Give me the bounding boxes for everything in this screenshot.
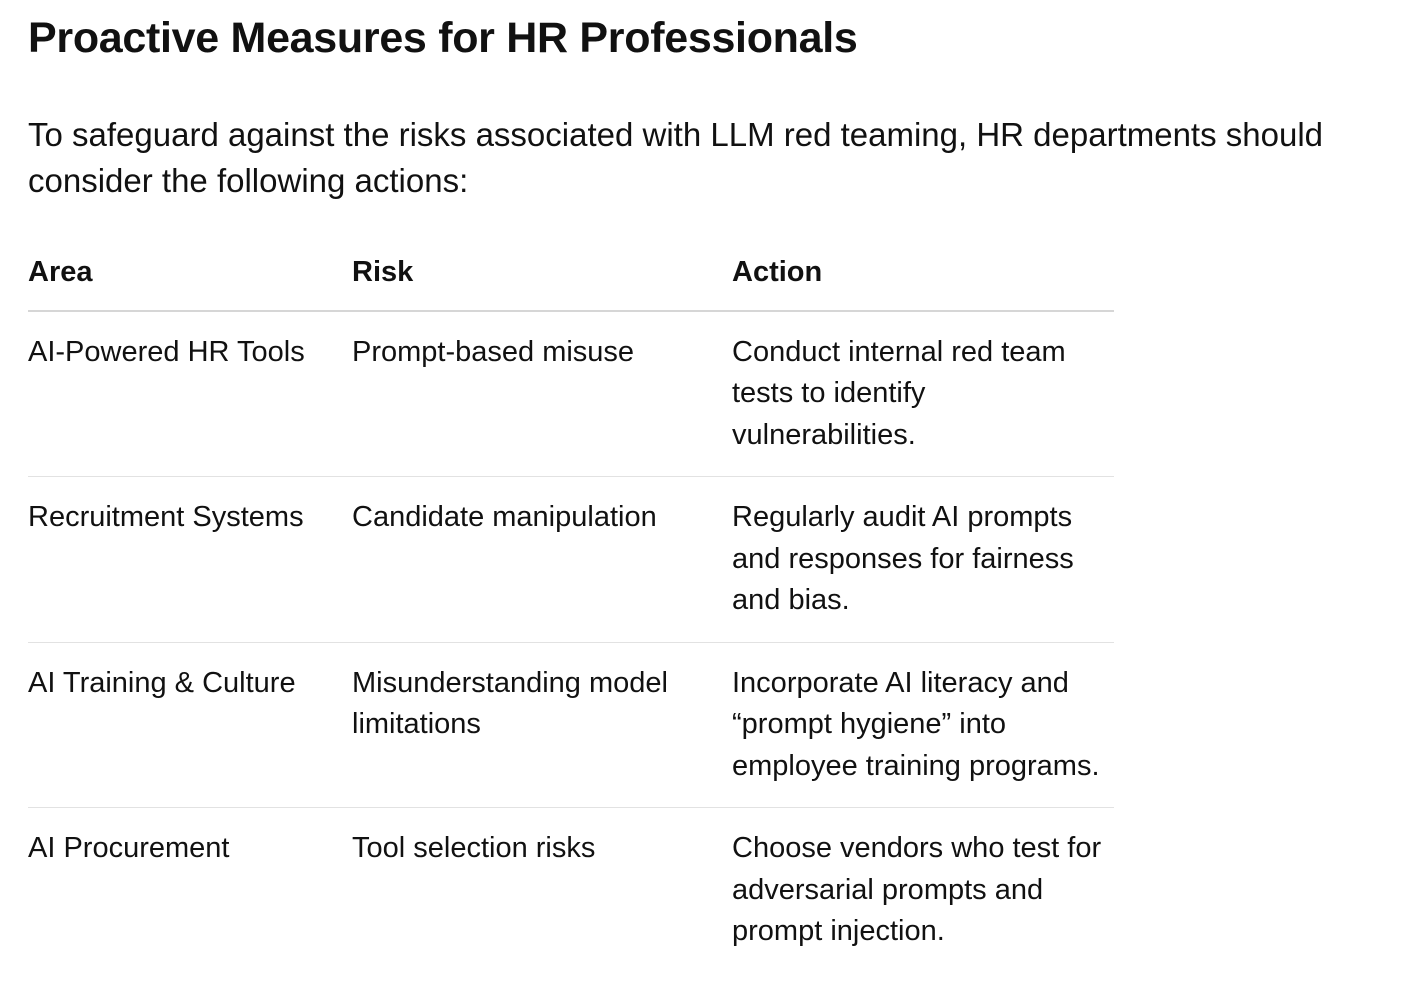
column-header-action: Action	[732, 248, 1114, 311]
intro-paragraph: To safeguard against the risks associated with LLM red teaming, HR departments should consider the following actions:	[28, 116, 1324, 199]
cell-area: AI-Powered HR Tools	[28, 311, 352, 477]
column-header-risk: Risk	[352, 248, 732, 311]
page-title: Proactive Measures for HR Professionals	[28, 14, 858, 62]
table-row	[28, 808, 1114, 973]
measures-table	[28, 248, 1114, 973]
cell-action: Choose vendors who test for adversarial prompts and prompt injection.	[732, 832, 1102, 947]
cell-risk: Prompt-based misuse	[352, 311, 732, 477]
table-row	[28, 477, 1114, 643]
cell-risk: Tool selection risks	[352, 832, 596, 864]
table-row	[28, 642, 1114, 808]
cell-risk: Misunderstanding model limitations	[352, 642, 732, 808]
cell-action: Incorporate AI literacy and “prompt hygiene” into employee training programs.	[732, 642, 1114, 808]
cell-action: Regularly audit AI prompts and responses for fairness and bias.	[732, 477, 1114, 643]
table-header-row	[28, 248, 1114, 311]
table-row	[28, 311, 1114, 477]
cell-risk: Candidate manipulation	[352, 477, 732, 643]
cell-area: Recruitment Systems	[28, 477, 352, 643]
cell-action: Conduct internal red team tests to identify vulnerabilities.	[732, 311, 1114, 477]
cell-area: AI Training & Culture	[28, 642, 352, 808]
column-header-area: Area	[28, 248, 352, 311]
cell-area: AI Procurement	[28, 832, 230, 864]
